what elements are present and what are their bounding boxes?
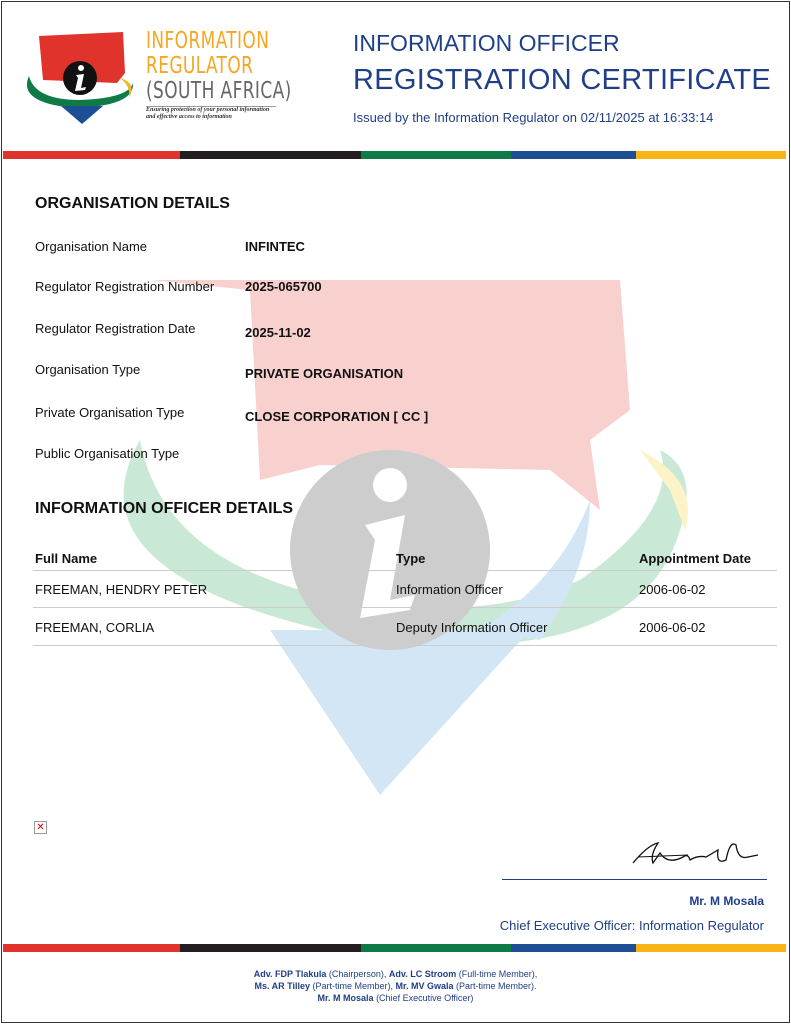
cell-name: FREEMAN, CORLIA — [35, 620, 155, 635]
member-role: (Chairperson), — [326, 969, 389, 979]
broken-image-icon: ✕ — [34, 821, 47, 834]
signatory-name: Mr. M Mosala — [689, 894, 764, 908]
logo-tagline: and effective access to information — [146, 114, 232, 120]
member-role: (Chief Executive Officer) — [373, 993, 474, 1003]
certificate-subtitle: REGISTRATION CERTIFICATE — [353, 64, 772, 96]
field-label: Public Organisation Type — [35, 446, 180, 461]
field-value: 2025-11-02 — [245, 325, 311, 340]
issued-text: Issued by the Information Regulator on 02/11/2025 at 16:33:14 — [353, 110, 714, 125]
column-header: Appointment Date — [639, 551, 751, 566]
information-regulator-logo — [25, 28, 135, 126]
cell-name: FREEMAN, HENDRY PETER — [35, 582, 208, 597]
footer-members — [0, 968, 791, 1004]
member-name: Adv. FDP Tlakula — [253, 969, 327, 979]
member-role: (Full-time Member), — [456, 969, 538, 979]
logo-line1: INFORMATION — [146, 28, 270, 54]
field-value: PRIVATE ORGANISATION — [245, 366, 404, 381]
cell-type: Deputy Information Officer — [396, 620, 548, 635]
field-label: Private Organisation Type — [35, 405, 185, 420]
field-label: Organisation Type — [35, 362, 141, 377]
flag-stripe-top — [3, 151, 786, 159]
cell-date: 2006-06-02 — [639, 620, 706, 635]
watermark-logo — [120, 250, 700, 800]
logo-text — [146, 29, 324, 121]
certificate-title: INFORMATION OFFICER — [353, 30, 620, 56]
member-name: Mr. MV Gwala — [395, 981, 454, 991]
member-name: Mr. M Mosala — [317, 993, 374, 1003]
officers-heading: INFORMATION OFFICER DETAILS — [35, 500, 294, 517]
cell-type: Information Officer — [396, 582, 503, 597]
field-value: 2025-065700 — [245, 279, 322, 294]
signatory-role: Chief Executive Officer: Information Regulator — [499, 918, 764, 933]
field-label: Organisation Name — [35, 239, 147, 254]
signature-line — [502, 879, 767, 880]
member-name: Adv. LC Stroom — [388, 969, 457, 979]
field-label: Regulator Registration Date — [35, 321, 196, 336]
divider — [33, 645, 777, 646]
flag-stripe-bottom — [3, 944, 786, 952]
logo-line3: (SOUTH AFRICA) — [146, 78, 292, 104]
divider — [33, 570, 777, 571]
cell-date: 2006-06-02 — [639, 582, 706, 597]
member-role: (Part-time Member), — [309, 981, 396, 991]
signature-image — [628, 835, 763, 870]
column-header: Full Name — [35, 551, 98, 566]
member-role: (Part-time Member). — [453, 981, 537, 991]
org-heading: ORGANISATION DETAILS — [35, 195, 230, 212]
field-label: Regulator Registration Number — [35, 279, 215, 294]
divider — [33, 607, 777, 608]
field-value: INFINTEC — [245, 239, 305, 254]
member-name: Ms. AR Tilley — [254, 981, 310, 991]
logo-line2: REGULATOR — [146, 53, 254, 79]
column-header: Type — [396, 551, 426, 566]
field-value: CLOSE CORPORATION [ CC ] — [245, 409, 429, 424]
logo-tagline: Ensuring protection of your personal information — [146, 107, 270, 113]
